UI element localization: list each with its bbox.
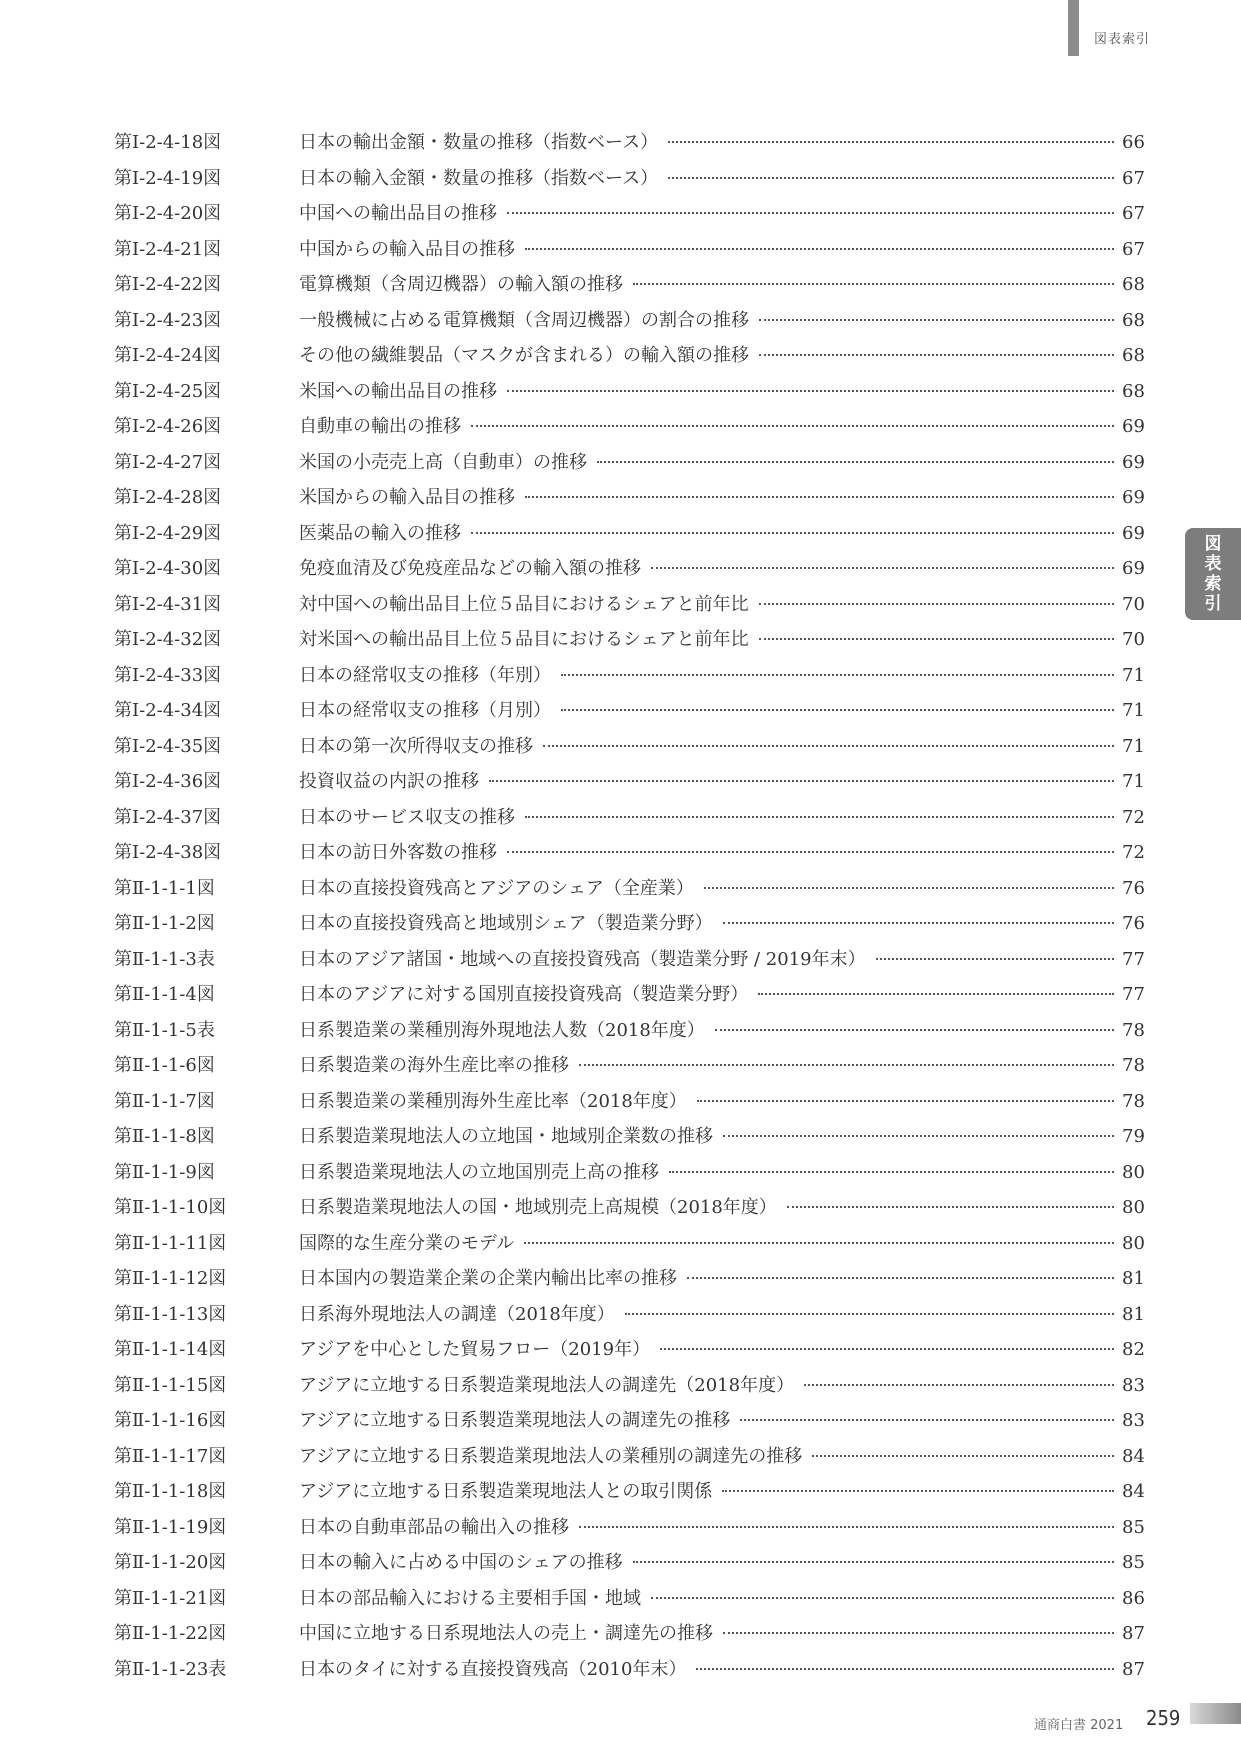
page-ref: 67 (1122, 238, 1145, 260)
page-ref: 76 (1122, 913, 1145, 934)
index-entry[interactable] (114, 1016, 1144, 1052)
dot-leader (471, 532, 1114, 534)
figure-title: 日本の自動車部品の輸出入の推移 (299, 1516, 569, 1538)
figure-title: 日本国内の製造業企業の企業内輸出比率の推移 (299, 1268, 677, 1289)
figure-id: 第Ⅱ-1-1-10図 (114, 1197, 227, 1218)
index-entry[interactable] (114, 980, 1144, 1016)
dot-leader (787, 1206, 1114, 1208)
figure-id: 第Ⅱ-1-1-2図 (114, 913, 215, 934)
figure-id: 第Ⅰ-2-4-25図 (114, 380, 222, 402)
page-ref: 67 (1122, 167, 1145, 189)
dot-leader (723, 1632, 1114, 1634)
header-accent-bar (1068, 0, 1079, 56)
index-entry[interactable] (114, 1193, 1144, 1229)
figure-id: 第Ⅰ-2-4-26図 (114, 416, 222, 437)
figure-id: 第Ⅱ-1-1-20図 (114, 1552, 227, 1573)
index-entry[interactable] (114, 1264, 1144, 1300)
dot-leader (561, 674, 1114, 676)
side-tab-char: 索 (1204, 574, 1222, 594)
publication-name: 通商白書 2021 (1034, 1718, 1124, 1733)
index-entry[interactable] (114, 270, 1144, 306)
dot-leader (669, 1171, 1114, 1173)
figure-title: 日本の経常収支の推移（年別） (299, 664, 551, 686)
running-header: 図表索引 (1094, 32, 1151, 47)
page-ref: 71 (1122, 664, 1145, 686)
figure-id: 第Ⅰ-2-4-23図 (114, 309, 222, 331)
figure-id: 第Ⅰ-2-4-36図 (114, 771, 222, 792)
figure-title: 医薬品の輸入の推移 (299, 522, 461, 544)
page-ref: 85 (1122, 1552, 1145, 1573)
index-entry[interactable] (114, 874, 1144, 910)
dot-leader (804, 1384, 1114, 1386)
index-entry[interactable] (114, 767, 1144, 803)
figure-title: 対米国への輸出品目上位５品目におけるシェアと前年比 (299, 629, 749, 650)
dot-leader (489, 780, 1114, 782)
figure-id: 第Ⅱ-1-1-19図 (114, 1516, 227, 1538)
dot-leader (697, 1100, 1114, 1102)
dot-leader (524, 1242, 1114, 1244)
dot-leader (759, 319, 1114, 321)
page-ref: 84 (1122, 1481, 1145, 1502)
index-entry[interactable] (114, 1584, 1144, 1620)
page-ref: 69 (1122, 451, 1145, 473)
dot-leader (758, 993, 1114, 995)
figure-title: アジアに立地する日系製造業現地法人の調達先（2018年度） (299, 1374, 795, 1396)
page-ref: 87 (1122, 1623, 1145, 1644)
page-ref: 69 (1122, 558, 1145, 579)
index-entry[interactable] (114, 1442, 1144, 1478)
index-entry[interactable] (114, 803, 1144, 839)
figure-id: 第Ⅱ-1-1-17図 (114, 1445, 227, 1467)
index-entry[interactable] (114, 838, 1144, 874)
figure-title: 中国に立地する日系現地法人の売上・調達先の推移 (299, 1623, 713, 1644)
figure-id: 第Ⅰ-2-4-20図 (114, 203, 222, 224)
index-entry[interactable] (114, 554, 1144, 590)
side-tab-char: 表 (1204, 554, 1222, 574)
figure-title: 日本の第一次所得収支の推移 (299, 735, 533, 757)
index-entry[interactable] (114, 945, 1144, 981)
figure-title: 日系製造業現地法人の立地国・地域別企業数の推移 (299, 1126, 713, 1147)
page-ref: 79 (1122, 1126, 1145, 1147)
dot-leader (759, 603, 1114, 605)
figure-title: 日本の輸入に占める中国のシェアの推移 (299, 1552, 623, 1573)
index-entry[interactable] (114, 909, 1144, 945)
figure-id: 第Ⅰ-2-4-34図 (114, 700, 222, 721)
page-ref: 71 (1122, 735, 1145, 757)
dot-leader (668, 177, 1114, 179)
figure-title: 国際的な生産分業のモデル (299, 1232, 515, 1254)
index-entry[interactable] (114, 448, 1144, 484)
index-entry[interactable] (114, 1087, 1144, 1123)
page-ref: 83 (1122, 1410, 1145, 1431)
index-entry[interactable] (114, 1335, 1144, 1371)
page-ref: 81 (1122, 1303, 1145, 1325)
dot-leader (507, 390, 1114, 392)
index-entry[interactable] (114, 732, 1144, 768)
index-entry[interactable] (114, 341, 1144, 377)
figure-title: 日本の輸出金額・数量の推移（指数ベース） (299, 132, 659, 153)
figure-id: 第Ⅱ-1-1-13図 (114, 1303, 227, 1325)
figure-id: 第Ⅱ-1-1-14図 (114, 1339, 227, 1360)
dot-leader (660, 1348, 1114, 1350)
page-ref: 70 (1122, 629, 1145, 650)
dot-leader (625, 1313, 1114, 1315)
figure-title: 電算機類（含周辺機器）の輸入額の推移 (299, 274, 623, 295)
figure-title: アジアに立地する日系製造業現地法人の調達先の推移 (299, 1410, 731, 1431)
figure-id: 第Ⅰ-2-4-32図 (114, 629, 222, 650)
page-ref: 67 (1122, 203, 1145, 224)
figure-id: 第Ⅰ-2-4-30図 (114, 558, 222, 579)
figure-id: 第Ⅰ-2-4-27図 (114, 451, 222, 473)
figure-id: 第Ⅰ-2-4-28図 (114, 487, 222, 508)
index-entry[interactable] (114, 625, 1144, 661)
figure-title: 自動車の輸出の推移 (299, 416, 461, 437)
figure-title: 日系製造業現地法人の立地国別売上高の推移 (299, 1161, 659, 1183)
page-ref: 69 (1122, 416, 1145, 437)
dot-leader (579, 1526, 1114, 1528)
page-ref: 68 (1122, 274, 1145, 295)
figure-id: 第Ⅰ-2-4-22図 (114, 274, 222, 295)
index-entry[interactable] (114, 377, 1144, 413)
dot-leader (525, 496, 1114, 498)
figure-title: 日本の訪日外客数の推移 (299, 842, 497, 863)
index-entry[interactable] (114, 128, 1144, 164)
figure-title: 日本の経常収支の推移（月別） (299, 700, 551, 721)
figure-id: 第Ⅱ-1-1-7図 (114, 1090, 215, 1112)
dot-leader (651, 567, 1114, 569)
page-ref: 80 (1122, 1161, 1145, 1183)
page-ref: 77 (1122, 984, 1145, 1005)
page-ref: 77 (1122, 948, 1145, 970)
dot-leader (668, 141, 1114, 143)
dot-leader (740, 1419, 1114, 1421)
figure-id: 第Ⅱ-1-1-6図 (114, 1055, 215, 1076)
page-ref: 66 (1122, 132, 1145, 153)
index-entry[interactable] (114, 1122, 1144, 1158)
index-entry[interactable] (114, 1477, 1144, 1513)
index-entry[interactable] (114, 696, 1144, 732)
figure-id: 第Ⅱ-1-1-9図 (114, 1161, 215, 1183)
page-ref: 70 (1122, 593, 1145, 615)
dot-leader (687, 1277, 1114, 1279)
index-entry[interactable] (114, 1513, 1144, 1549)
page-ref: 86 (1122, 1587, 1145, 1609)
figure-title: 日本の部品輸入における主要相手国・地域 (299, 1587, 641, 1609)
figure-title: 中国への輸出品目の推移 (299, 203, 497, 224)
figure-index-list (114, 128, 1144, 1690)
dot-leader (704, 887, 1114, 889)
figure-id: 第Ⅰ-2-4-24図 (114, 345, 222, 366)
page-ref: 82 (1122, 1339, 1145, 1360)
dot-leader (579, 1064, 1114, 1066)
figure-title: 米国からの輸入品目の推移 (299, 487, 515, 508)
dot-leader (723, 1135, 1114, 1137)
index-entry[interactable] (114, 306, 1144, 342)
figure-title: 日本の直接投資残高と地域別シェア（製造業分野） (299, 913, 713, 934)
figure-title: 中国からの輸入品目の推移 (299, 238, 515, 260)
page-ref: 72 (1122, 806, 1145, 828)
index-entry[interactable] (114, 519, 1144, 555)
side-tab-char: 引 (1204, 594, 1222, 614)
dot-leader (507, 851, 1114, 853)
dot-leader (543, 745, 1114, 747)
page-ref: 85 (1122, 1516, 1145, 1538)
figure-title: アジアに立地する日系製造業現地法人との取引関係 (299, 1481, 713, 1502)
figure-title: 日系製造業の海外生産比率の推移 (299, 1055, 569, 1076)
page-ref: 68 (1122, 345, 1145, 366)
figure-id: 第Ⅰ-2-4-29図 (114, 522, 222, 544)
figure-id: 第Ⅱ-1-1-1図 (114, 877, 215, 899)
dot-leader (722, 1490, 1114, 1492)
index-entry[interactable] (114, 199, 1144, 235)
index-entry[interactable] (114, 1406, 1144, 1442)
index-entry[interactable] (114, 164, 1144, 200)
dot-leader (696, 1668, 1114, 1670)
index-entry[interactable] (114, 1051, 1144, 1087)
figure-id: 第Ⅱ-1-1-18図 (114, 1481, 227, 1502)
index-entry[interactable] (114, 661, 1144, 697)
page-ref: 81 (1122, 1268, 1145, 1289)
figure-id: 第Ⅰ-2-4-18図 (114, 132, 222, 153)
figure-id: 第Ⅱ-1-1-16図 (114, 1410, 227, 1431)
figure-id: 第Ⅰ-2-4-19図 (114, 167, 222, 189)
dot-leader (715, 1029, 1114, 1031)
figure-id: 第Ⅱ-1-1-11図 (114, 1232, 227, 1254)
dot-leader (759, 638, 1114, 640)
index-entry[interactable] (114, 1619, 1144, 1655)
page-ref: 69 (1122, 487, 1145, 508)
figure-title: 日系海外現地法人の調達（2018年度） (299, 1303, 615, 1325)
index-entry[interactable] (114, 412, 1144, 448)
page-ref: 76 (1122, 877, 1145, 899)
section-side-tab[interactable] (1185, 528, 1241, 620)
index-entry[interactable] (114, 235, 1144, 271)
figure-id: 第Ⅱ-1-1-21図 (114, 1587, 227, 1609)
page-ref: 68 (1122, 309, 1145, 331)
figure-id: 第Ⅰ-2-4-31図 (114, 593, 222, 615)
figure-id: 第Ⅰ-2-4-38図 (114, 842, 222, 863)
dot-leader (633, 1561, 1114, 1563)
index-entry[interactable] (114, 1158, 1144, 1194)
dot-leader (759, 354, 1114, 356)
figure-title: 日本のアジアに対する国別直接投資残高（製造業分野） (299, 984, 749, 1005)
page-ref: 84 (1122, 1445, 1145, 1467)
figure-title: アジアに立地する日系製造業現地法人の業種別の調達先の推移 (299, 1445, 803, 1467)
figure-title: アジアを中心とした貿易フロー（2019年） (299, 1339, 651, 1360)
footer-accent-bar (1190, 1703, 1241, 1724)
page-ref: 71 (1122, 700, 1145, 721)
figure-title: 対中国への輸出品目上位５品目におけるシェアと前年比 (299, 593, 749, 615)
dot-leader (561, 709, 1114, 711)
figure-id: 第Ⅱ-1-1-4図 (114, 984, 215, 1005)
page-ref: 78 (1122, 1019, 1145, 1041)
page-ref: 80 (1122, 1197, 1145, 1218)
figure-id: 第Ⅱ-1-1-15図 (114, 1374, 227, 1396)
figure-title: 米国の小売売上高（自動車）の推移 (299, 451, 587, 473)
figure-title: 日系製造業の業種別海外生産比率（2018年度） (299, 1090, 687, 1112)
figure-id: 第Ⅰ-2-4-21図 (114, 238, 222, 260)
index-entry[interactable] (114, 1371, 1144, 1407)
figure-title: 日本のタイに対する直接投資残高（2010年末） (299, 1658, 687, 1680)
page-ref: 68 (1122, 380, 1145, 402)
index-entry[interactable] (114, 590, 1144, 626)
dot-leader (876, 958, 1114, 960)
page-ref: 78 (1122, 1055, 1145, 1076)
figure-id: 第Ⅰ-2-4-37図 (114, 806, 222, 828)
figure-id: 第Ⅱ-1-1-22図 (114, 1623, 227, 1644)
page-ref: 69 (1122, 522, 1145, 544)
page-ref: 87 (1122, 1658, 1145, 1680)
dot-leader (651, 1597, 1114, 1599)
dot-leader (525, 816, 1114, 818)
figure-title: 日系製造業の業種別海外現地法人数（2018年度） (299, 1019, 705, 1041)
figure-title: 日系製造業現地法人の国・地域別売上高規模（2018年度） (299, 1197, 777, 1218)
index-entry[interactable] (114, 1300, 1144, 1336)
figure-title: 米国への輸出品目の推移 (299, 380, 497, 402)
index-entry[interactable] (114, 483, 1144, 519)
dot-leader (597, 461, 1114, 463)
figure-id: 第Ⅱ-1-1-23表 (114, 1658, 227, 1680)
dot-leader (723, 922, 1114, 924)
page-number: 259 (1146, 1706, 1181, 1730)
dot-leader (525, 248, 1114, 250)
figure-id: 第Ⅰ-2-4-35図 (114, 735, 222, 757)
figure-title: 投資収益の内訳の推移 (299, 771, 479, 792)
figure-id: 第Ⅱ-1-1-8図 (114, 1126, 215, 1147)
figure-id: 第Ⅱ-1-1-5表 (114, 1019, 215, 1041)
index-entry[interactable] (114, 1229, 1144, 1265)
side-tab-char: 図 (1204, 534, 1222, 554)
index-entry[interactable] (114, 1548, 1144, 1584)
page-ref: 78 (1122, 1090, 1145, 1112)
dot-leader (812, 1455, 1114, 1457)
figure-title: 日本のアジア諸国・地域への直接投資残高（製造業分野 / 2019年末） (299, 948, 866, 970)
figure-title: 日本の輸入金額・数量の推移（指数ベース） (299, 167, 659, 189)
page-ref: 80 (1122, 1232, 1145, 1254)
page-ref: 71 (1122, 771, 1145, 792)
page-ref: 72 (1122, 842, 1145, 863)
dot-leader (507, 212, 1114, 214)
figure-title: その他の繊維製品（マスクが含まれる）の輸入額の推移 (299, 345, 749, 366)
index-entry[interactable] (114, 1655, 1144, 1691)
figure-title: 免疫血清及び免疫産品などの輸入額の推移 (299, 558, 641, 579)
figure-title: 一般機械に占める電算機類（含周辺機器）の割合の推移 (299, 309, 749, 331)
figure-title: 日本のサービス収支の推移 (299, 806, 515, 828)
dot-leader (471, 425, 1114, 427)
figure-id: 第Ⅱ-1-1-12図 (114, 1268, 227, 1289)
figure-id: 第Ⅰ-2-4-33図 (114, 664, 222, 686)
figure-id: 第Ⅱ-1-1-3表 (114, 948, 215, 970)
page-ref: 83 (1122, 1374, 1145, 1396)
dot-leader (633, 283, 1114, 285)
figure-title: 日本の直接投資残高とアジアのシェア（全産業） (299, 877, 694, 899)
